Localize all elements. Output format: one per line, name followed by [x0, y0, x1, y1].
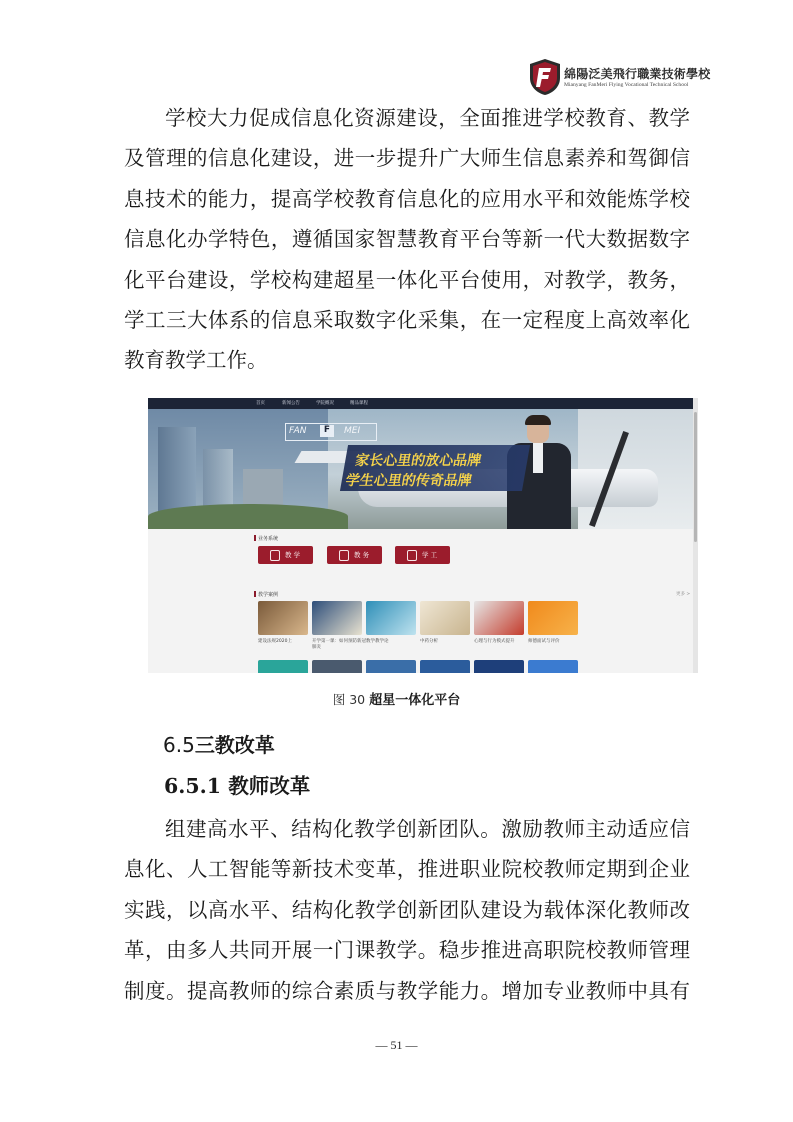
school-name-en: Mianyang FanMeri Flying Vocational Technical School [564, 82, 689, 88]
paragraph-line: 学校大力促成信息化资源建设，全面推进学校教育、教学 [165, 106, 690, 130]
nav-item-news[interactable]: 新闻公告 [282, 401, 300, 406]
brand-left-text: FAN [289, 426, 307, 436]
academic-affairs-button[interactable] [327, 546, 382, 564]
academic-affairs-icon [339, 550, 349, 561]
brand-right-text: MEI [344, 426, 361, 436]
platform-navbar [148, 398, 698, 409]
subsection-title: 教师改革 [228, 774, 311, 798]
cases-section-title: 教学案例 [258, 592, 279, 598]
paragraph-line: 制度。提高教师的综合素质与教学能力。增加专业教师中具有 [124, 978, 690, 1003]
scrollbar-thumb[interactable] [694, 412, 697, 542]
paragraph-line: 及管理的信息化建设，进一步提升广大师生信息素养和驾御信 [124, 146, 690, 171]
paragraph-line: 教育教学工作。 [124, 348, 268, 373]
paragraph-line: 革，由多人共同开展一门课教学。稳步推进高职院校教师管理 [124, 938, 690, 963]
teaching-button[interactable] [258, 546, 313, 564]
trees-graphic [148, 504, 348, 529]
graduation-cap-icon [407, 550, 417, 561]
subsection-number: 6.5.1 [164, 774, 222, 798]
nav-item-overview[interactable]: 学院概况 [316, 401, 334, 406]
case-card-thumbnail[interactable] [528, 660, 578, 673]
case-card-caption: 开学第一课：如何预防新冠肺炎 [312, 639, 366, 650]
paragraph-line: 息化、人工智能等新技术变革，推进职业院校教师定期到企业 [124, 857, 690, 882]
section-heading [163, 729, 275, 758]
case-card-thumbnail[interactable] [258, 660, 308, 673]
school-logo [528, 58, 728, 94]
brand-f-icon: F [320, 425, 334, 437]
case-card-thumbnail[interactable] [420, 601, 470, 635]
shield-logo-icon [528, 58, 562, 96]
figure-title: 超星一体化平台 [369, 693, 461, 708]
section-number: 6.5 [163, 733, 195, 757]
school-name: 綿陽泛美飛行職業技術學校 [564, 67, 711, 81]
case-card-caption: 建设法规2020上 [258, 639, 292, 644]
hero-banner [148, 409, 698, 529]
student-affairs-button-label: 学 工 [422, 551, 438, 559]
case-card-thumbnail[interactable] [528, 601, 578, 635]
section-marker [254, 535, 256, 541]
paragraph-line: 学工三大体系的信息采取数字化采集，在一定程度上高效率化 [124, 307, 690, 332]
slogan-line-1: 家长心里的放心品牌 [353, 453, 483, 469]
section-title: 三教改革 [194, 733, 275, 757]
case-card-thumbnail[interactable] [420, 660, 470, 673]
page-number: — 51 — [375, 1038, 418, 1052]
teaching-button-label: 教 学 [285, 551, 301, 559]
more-link[interactable]: 更多 > [676, 592, 691, 597]
case-card-caption: 师德面试与评价 [528, 639, 560, 644]
slogan-box [340, 445, 530, 491]
teaching-icon [270, 550, 280, 561]
case-card-thumbnail[interactable] [258, 601, 308, 635]
nav-item-home[interactable]: 首页 [256, 401, 265, 406]
subsection-heading [164, 769, 310, 799]
paragraph-line: 信息化办学特色，遵循国家智慧教育平台等新一代大数据数字 [124, 227, 690, 252]
case-card-thumbnail[interactable] [312, 660, 362, 673]
business-section-title: 业务系统 [258, 536, 279, 542]
case-card-thumbnail[interactable] [366, 601, 416, 635]
case-card-caption: 数学教学论 [366, 639, 389, 644]
case-card-caption: 中药分析 [420, 639, 438, 644]
case-card-thumbnail[interactable] [366, 660, 416, 673]
case-card-caption: 心理与行为模式提升 [474, 639, 515, 644]
case-card-thumbnail[interactable] [312, 601, 362, 635]
paragraph-line: 息技术的能力，提高学校教育信息化的应用水平和效能炼学校 [124, 186, 690, 211]
figure-number: 图 30 [332, 692, 366, 707]
paragraph-line: 实践，以高水平、结构化教学创新团队建设为载体深化教师改 [124, 897, 690, 922]
paragraph-line: 化平台建设，学校构建超星一体化平台使用，对教学，教务， [124, 267, 690, 292]
nav-item-courses[interactable]: 精品课程 [350, 401, 368, 406]
academic-affairs-button-label: 教 务 [354, 551, 370, 559]
student-affairs-button[interactable] [395, 546, 450, 564]
case-card-thumbnail[interactable] [474, 660, 524, 673]
platform-screenshot [148, 398, 698, 673]
case-card-thumbnail[interactable] [474, 601, 524, 635]
paragraph-line: 组建高水平、结构化教学创新团队。激励教师主动适应信 [165, 817, 690, 841]
intro-paragraph [124, 98, 690, 381]
brand-mark [285, 423, 377, 441]
teacher-reform-paragraph [124, 809, 690, 1011]
figure-caption [0, 689, 793, 708]
section-marker [254, 591, 256, 597]
slogan-line-2: 学生心里的传奇品牌 [344, 473, 474, 489]
